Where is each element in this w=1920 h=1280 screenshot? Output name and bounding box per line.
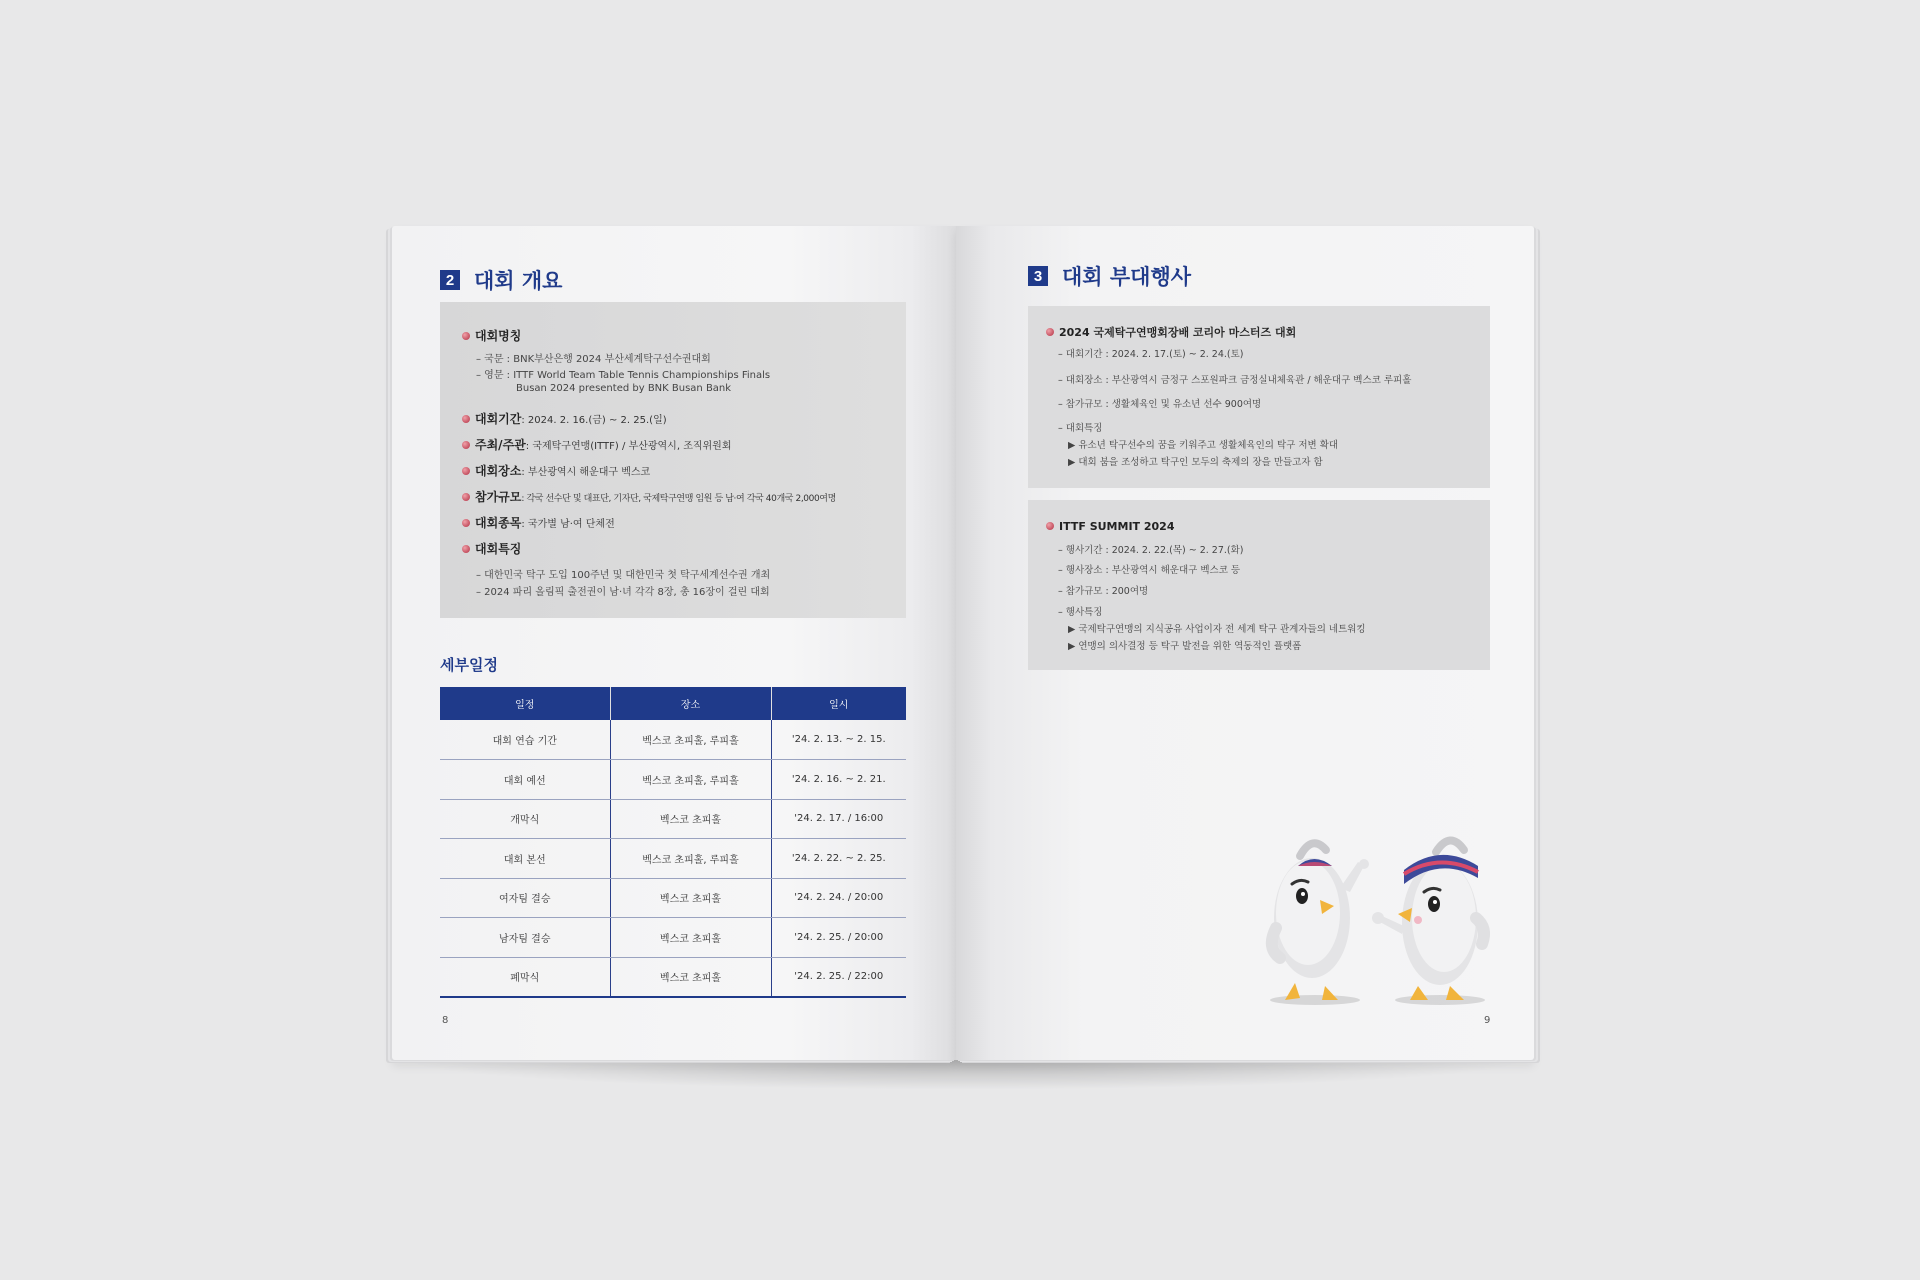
schedule-title: 세부일정 [440,656,498,674]
schedule-table [440,687,906,998]
page-number-left: 8 [442,1015,449,1026]
mascot-left [1272,843,1369,1000]
feature-line-2: – 2024 파리 올림픽 출전권이 남·녀 각각 8장, 총 16장이 걸린 대회 [476,587,770,598]
event-line: ▶ 국제탁구연맹의 지식공유 사업이자 전 세계 탁구 관계자들의 네트워킹 [1068,624,1366,635]
name-korean: – 국문 : BNK부산은행 2024 부산세계탁구선수권대회 [476,354,711,365]
event-title-summit: ITTF SUMMIT 2024 [1046,520,1174,533]
bullet-icon [462,467,470,475]
section-title: 대회 개요 [474,269,563,293]
event-line: ▶ 대회 붐을 조성하고 탁구인 모두의 축제의 장을 만들고자 함 [1068,457,1323,468]
event-line: – 행사기간 : 2024. 2. 22.(목) ~ 2. 27.(화) [1058,545,1244,556]
feature-line-1: – 대한민국 탁구 도입 100주년 및 대한민국 첫 탁구세계선수권 개최 [476,570,771,581]
table-row: 남자팀 결승 벡스코 초피홀 '24. 2. 25. / 20:00 [440,918,906,958]
bullet-icon [1046,522,1054,530]
info-item-period: 대회기간 : 2024. 2. 16.(금) ~ 2. 25.(일) [462,410,667,427]
event-line: – 참가규모 : 생활체육인 및 유소년 선수 900여명 [1058,399,1262,410]
section-heading-side-events [1028,261,1191,291]
mascot-illustration [1240,808,1500,1008]
event-line: – 대회기간 : 2024. 2. 17.(토) ~ 2. 24.(토) [1058,349,1244,360]
bullet-icon [462,441,470,449]
schedule-header-row [440,687,906,720]
table-row: 대회 예선 벡스코 초피홀, 루피홀 '24. 2. 16. ~ 2. 21. [440,760,906,800]
name-english: – 영문 : ITTF World Team Table Tennis Championships Finals [476,370,771,381]
bullet-icon [462,415,470,423]
event-line: ▶ 연맹의 의사결정 등 탁구 발전을 위한 역동적인 플랫폼 [1068,641,1302,652]
header-event: 일정 [440,687,610,720]
info-item-scale: 참가규모 : 각국 선수단 및 대표단, 기자단, 국제탁구연맹 임원 등 남·여 각국 40개국 2,000여명 [462,488,836,505]
event-line: – 행사특징 [1058,607,1103,618]
section-number: 2 [440,270,460,290]
name-english-cont: Busan 2024 presented by BNK Busan Bank [516,383,732,394]
section-number: 3 [1028,266,1048,286]
table-row: 폐막식 벡스코 초피홀 '24. 2. 25. / 22:00 [440,957,906,997]
event-line: – 대회특징 [1058,423,1103,434]
event-line: – 대회장소 : 부산광역시 금정구 스포원파크 금정실내체육관 / 해운대구 벡스코 루피홀 [1058,375,1412,386]
section-heading-overview [440,265,562,295]
bullet-icon [462,545,470,553]
header-datetime: 일시 [771,687,906,720]
event-line: ▶ 유소년 탁구선수의 꿈을 키워주고 생활체육인의 탁구 저변 확대 [1068,440,1339,451]
bullet-icon [462,332,470,340]
table-row: 개막식 벡스코 초피홀 '24. 2. 17. / 16:00 [440,799,906,839]
table-row: 대회 본선 벡스코 초피홀, 루피홀 '24. 2. 22. ~ 2. 25. [440,839,906,879]
event-line: – 행사장소 : 부산광역시 해운대구 벡스코 등 [1058,565,1241,576]
info-item-name: 대회명칭 [462,327,521,344]
bullet-icon [462,493,470,501]
mascot-right [1372,840,1484,1000]
header-venue: 장소 [610,687,771,720]
info-item-event: 대회종목 : 국가별 남·여 단체전 [462,514,615,531]
info-item-venue: 대회장소 : 부산광역시 해운대구 벡스코 [462,462,650,479]
table-row: 여자팀 결승 벡스코 초피홀 '24. 2. 24. / 20:00 [440,878,906,918]
section-title: 대회 부대행사 [1062,265,1192,289]
bullet-icon [1046,328,1054,336]
event-line: – 참가규모 : 200여명 [1058,586,1149,597]
event-title-masters: 2024 국제탁구연맹회장배 코리아 마스터즈 대회 [1046,324,1296,340]
bullet-icon [462,519,470,527]
info-item-host: 주최/주관 : 국제탁구연맹(ITTF) / 부산광역시, 조직위원회 [462,436,732,453]
info-item-features: 대회특징 [462,540,521,557]
page-number-right: 9 [1484,1015,1491,1026]
table-row: 대회 연습 기간 벡스코 초피홀, 루피홀 '24. 2. 13. ~ 2. 15. [440,720,906,760]
